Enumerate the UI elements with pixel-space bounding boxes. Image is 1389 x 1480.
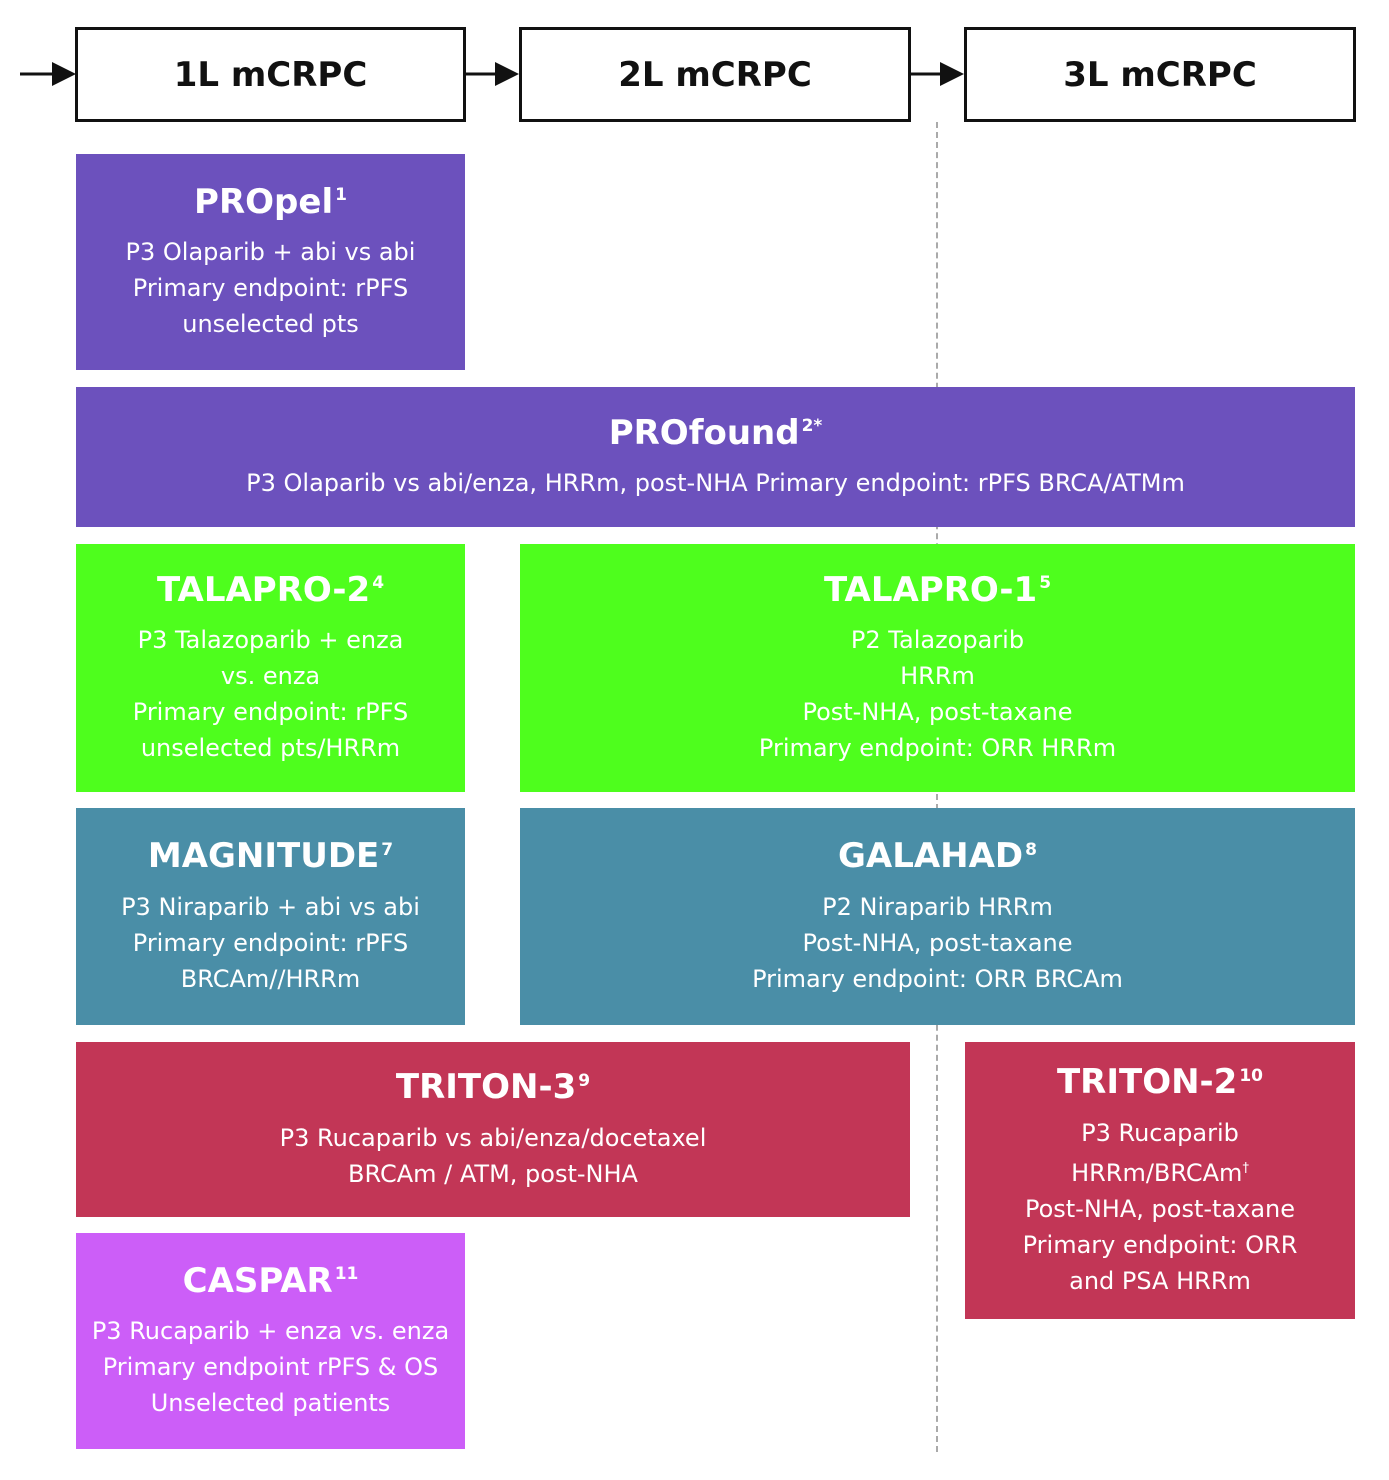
trial-line: P3 Olaparib + abi vs abi <box>125 238 416 267</box>
trial-title: MAGNITUDE $^7$ <box>147 836 394 877</box>
trial-line: HRRm/BRCAm† <box>1071 1158 1249 1187</box>
trial-galahad <box>520 808 1355 1025</box>
trial-line: Primary endpoint: ORR HRRm <box>758 734 1117 763</box>
trial-talapro-1 <box>520 544 1355 792</box>
arrow-2l-to-3l-icon <box>910 60 966 88</box>
trial-line: Primary endpoint: rPFS <box>132 928 409 957</box>
trial-propel <box>76 154 465 370</box>
trial-line: Primary endpoint rPFS & OS <box>102 1353 439 1382</box>
header-2l-mcrpc: 2L mCRPC <box>519 27 911 122</box>
trial-title: TALAPRO-1 $^5$ <box>823 569 1052 610</box>
trial-line: vs. enza <box>220 662 321 691</box>
arrow-into-1l-icon <box>20 60 78 88</box>
trial-line: P3 Niraparib + abi vs abi <box>121 892 420 921</box>
trial-line: Primary endpoint: rPFS <box>132 698 409 727</box>
trial-title: TRITON-3 $^9$ <box>395 1067 591 1108</box>
trial-title: TALAPRO-2 $^4$ <box>156 569 385 610</box>
trial-line: P3 Rucaparib <box>1081 1118 1239 1147</box>
trial-line: unselected pts <box>182 310 359 339</box>
trial-triton-3 <box>76 1042 910 1217</box>
arrow-1l-to-2l-icon <box>465 60 521 88</box>
trial-profound <box>76 387 1355 527</box>
trial-title: GALAHAD $^8$ <box>837 836 1038 877</box>
trial-line: Post-NHA, post-taxane <box>802 698 1073 727</box>
trial-line: HRRm <box>900 662 975 691</box>
trial-line: P2 Niraparib HRRm <box>822 892 1053 921</box>
trial-line: unselected pts/HRRm <box>140 734 401 763</box>
trial-title: PROpel $^1$ <box>194 181 347 222</box>
trial-line: P3 Talazoparib + enza <box>137 626 404 655</box>
trial-line: P2 Talazoparib <box>850 626 1025 655</box>
trial-line: BRCAm / ATM, post-NHA <box>348 1159 638 1188</box>
trial-line: Primary endpoint: rPFS <box>132 274 409 303</box>
trial-line: Unselected patients <box>150 1389 391 1418</box>
trial-title: TRITON-2 $^{10}$ <box>1056 1062 1263 1103</box>
trial-line: P3 Rucaparib + enza vs. enza <box>91 1317 450 1346</box>
trial-line: BRCAm//HRRm <box>180 964 361 993</box>
trial-title: CASPAR $^{11}$ <box>182 1260 359 1301</box>
trial-title: PROfound $^{2*}$ <box>608 412 823 453</box>
trial-line: Post-NHA, post-taxane <box>1024 1194 1296 1223</box>
trial-talapro-2 <box>76 544 465 792</box>
trial-line: and PSA HRRm <box>1069 1266 1251 1295</box>
trial-magnitude <box>76 808 465 1025</box>
trial-triton-2 <box>965 1042 1355 1319</box>
trial-line: P3 Rucaparib vs abi/enza/docetaxel <box>279 1123 707 1152</box>
trial-line: Primary endpoint: ORR BRCAm <box>752 964 1123 993</box>
header-3l-mcrpc: 3L mCRPC <box>964 27 1356 122</box>
header-1l-mcrpc: 1L mCRPC <box>75 27 466 122</box>
trial-line: Post-NHA, post-taxane <box>802 928 1073 957</box>
trial-line: P3 Olaparib vs abi/enza, HRRm, post-NHA Primary endpoint: rPFS BRCA/ATMm <box>246 469 1185 498</box>
trial-caspar <box>76 1233 465 1449</box>
trial-line: Primary endpoint: ORR <box>1022 1230 1298 1259</box>
